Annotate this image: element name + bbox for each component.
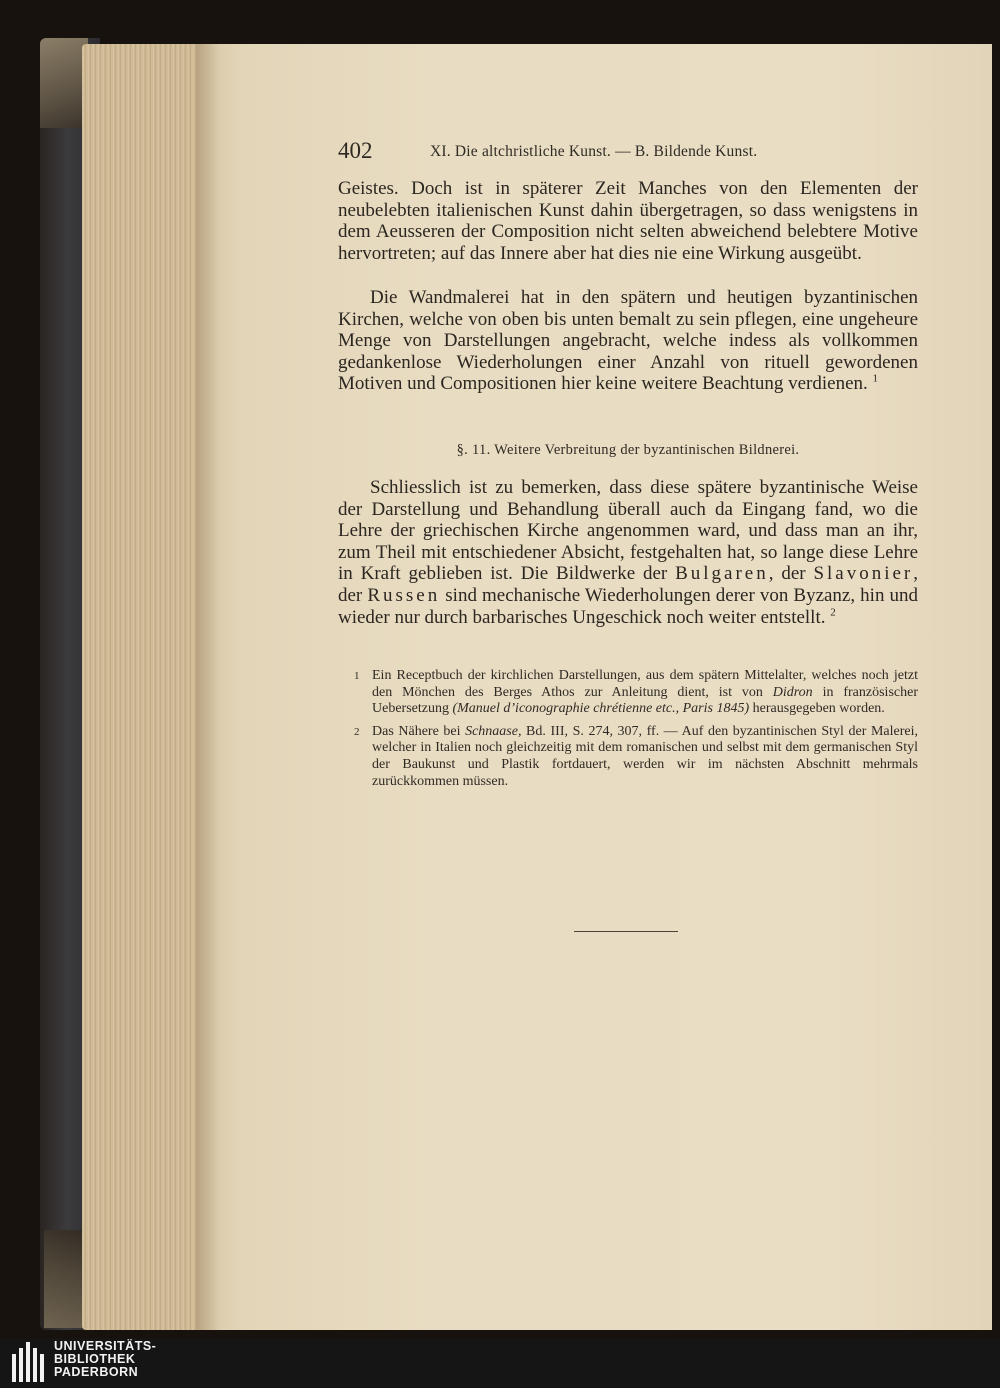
paragraph-3-part2: sind mechanische Wiederholungen derer von Byzanz, hin und wieder nur durch barbarisches Ungeschick noch weiter entstellt.	[338, 584, 919, 628]
footnote-1-mark: 1	[354, 670, 360, 682]
library-name	[54, 1340, 156, 1379]
paragraph-2	[338, 287, 918, 395]
footnote-1	[338, 668, 918, 718]
page-edges	[82, 44, 202, 1330]
term-bulgaren: Bulgaren	[675, 563, 769, 585]
footnote-1-italic-a: Didron	[772, 684, 813, 700]
page-number: 402	[338, 138, 373, 163]
library-name-line3: PADERBORN	[54, 1365, 139, 1379]
cover-corner-top	[40, 38, 88, 128]
paragraph-3	[338, 477, 918, 628]
running-head	[338, 138, 918, 166]
paragraph-3-sep2: , der	[338, 563, 919, 606]
footnote-2-text-a: Das Nähere bei	[372, 723, 466, 739]
footnote-1-text-b: in französischer Uebersetzung	[372, 684, 918, 717]
footnote-1-text-c: herausgegeben worden.	[749, 701, 885, 717]
paragraph-1: Geistes. Doch ist in späterer Zeit Manches von den Elementen der neubelebten italienischen Kunst dahin übergetragen, so dass wenigstens in dem Aeusseren der Composition nicht selten abweichend belebtere Motive hervortreten; auf das Innere aber hat dies nie eine Wirkung ausgeübt.	[338, 178, 918, 264]
term-russen: Russen	[367, 584, 441, 606]
footnote-ref-2: 2	[830, 606, 836, 619]
library-name-line2: BIBLIOTHEK	[54, 1352, 136, 1366]
gutter-shadow	[196, 44, 220, 1330]
footnote-ref-1: 1	[872, 373, 878, 386]
footnotes	[338, 668, 918, 790]
term-slavonier: Slavonier	[813, 563, 914, 585]
library-logo-icon	[10, 1340, 50, 1384]
section-heading: §. 11. Weitere Verbreitung der byzantinischen Bildnerei.	[456, 442, 800, 458]
footnote-2-text-b: Bd. III, S. 274, 307, ff. — Auf den byzantinischen Styl der Malerei, welcher in Italien noch gleichzeitig mit dem romanischen und selbst mit dem germanischen Styl der Baukunst und Plastik fortdauert, werden wir im nächsten Abschnitt mehrmals zurückkommen müssen.	[372, 723, 919, 789]
paragraph-3-sep1: , der	[768, 563, 814, 585]
end-rule	[574, 931, 678, 932]
paragraph-3-part1: Schliesslich ist zu bemerken, dass diese spätere byzantinische Weise der Darstellung und Behandlung überall auch da Eingang fand, wo die Lehre der griechischen Kirche angenommen ward, und dass man an ihr, zum Theil mit entschiedener Absicht, festgehalten hat, so lange diese Lehre in Kraft geblieben ist. Die Bildwerke der	[338, 477, 918, 585]
footnote-1-italic-b: (Manuel d’iconographie chrétienne etc., Paris 1845)	[452, 701, 750, 717]
paragraph-2-text: Die Wandmalerei hat in den spätern und heutigen byzantinischen Kirchen, welche von oben bis unten bemalt zu sein pflegen, eine ungeheure Menge von Darstellungen angebracht, welche indess als vollkommen gedankenlose Wiederholungen einer Anzahl von rituell gewordenen Motiven und Compositionen hier keine weitere Beachtung verdienen.	[338, 287, 918, 395]
library-name-line1: UNIVERSITÄTS-	[54, 1339, 157, 1353]
footnote-2-italic: Schnaase,	[465, 723, 522, 739]
footnote-2-mark: 2	[354, 725, 360, 738]
footnote-1-text-a: Ein Receptbuch der kirchlichen Darstellungen, aus dem spätern Mittelalter, welches noch jetzt den Mönchen des Berges Athos zur Anleitung dient, ist von	[372, 668, 918, 700]
running-head-title: XI. Die altchristliche Kunst. — B. Bildende Kunst.	[430, 143, 758, 160]
footnote-2	[338, 724, 918, 790]
